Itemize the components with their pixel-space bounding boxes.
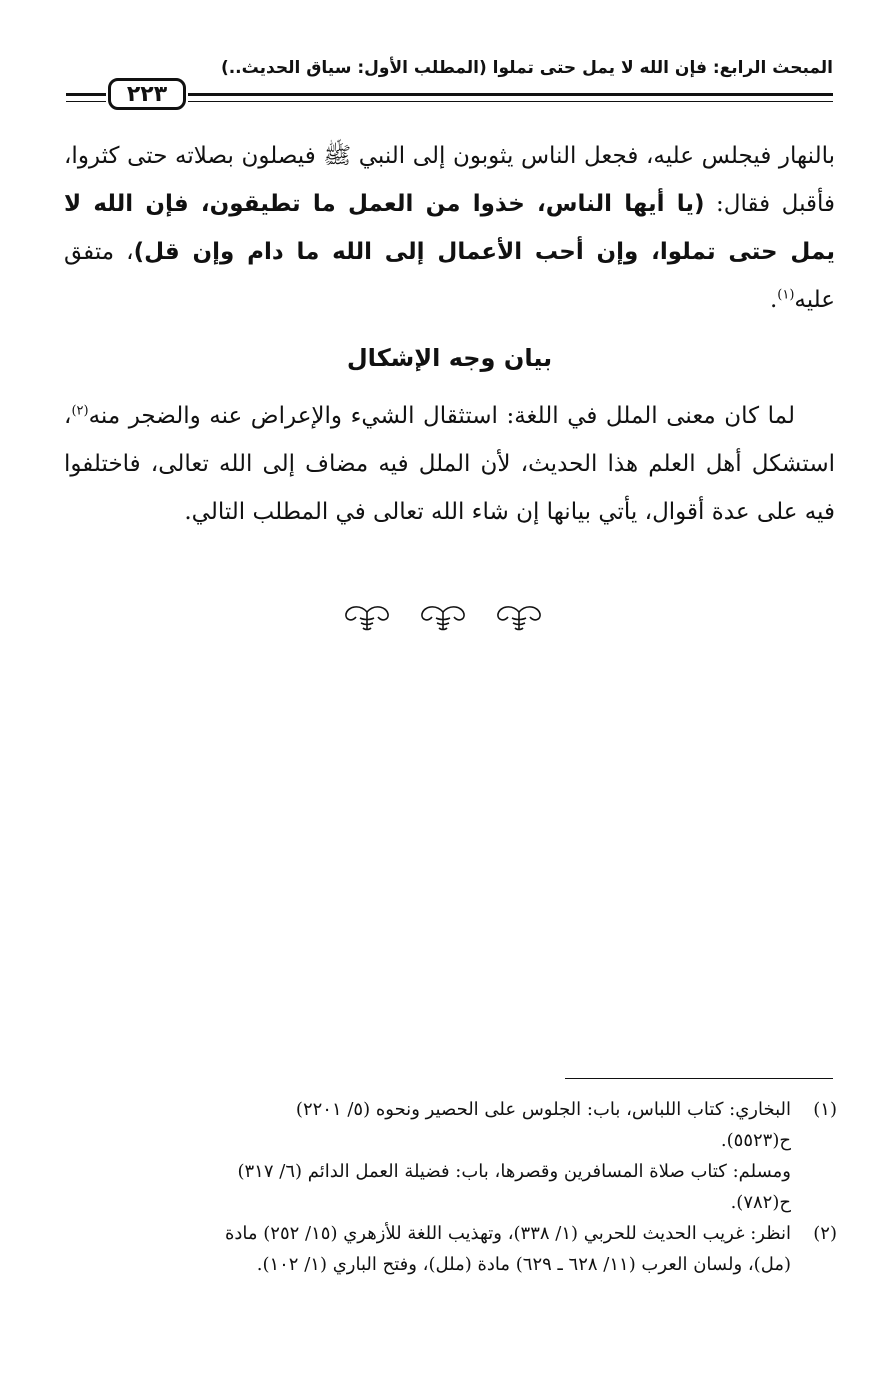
ornament-icon bbox=[494, 602, 544, 636]
footnote-text-cont: ح(٧٨٢). bbox=[730, 1192, 791, 1213]
footnote-text-cont: ومسلم: كتاب صلاة المسافرين وقصرها، باب: فضيلة العمل الدائم (٦/ ٣١٧) bbox=[237, 1161, 791, 1182]
page-number: ٢٢٣ bbox=[108, 78, 186, 110]
body-text-start: بالنهار فيجلس عليه، فجعل الناس يثوبون إلى النبي ﷺ فيصلون بصلاته حتى كثروا، فأقبل فقال: bbox=[64, 143, 836, 217]
body-text-cont: ، متفق عليه bbox=[64, 239, 835, 313]
header-rule-short bbox=[66, 93, 106, 102]
footnote-ref-1: (١) bbox=[777, 287, 795, 303]
footnote-ref-2: (٢) bbox=[71, 403, 89, 419]
footnote-separator bbox=[565, 1078, 833, 1079]
footnote-2 bbox=[66, 1218, 837, 1249]
ornament-icon bbox=[418, 602, 468, 636]
footnote-1 bbox=[66, 1094, 837, 1125]
section-text-end: ، استشكل أهل العلم هذا الحديث، لأن الملل فيه مضاف إلى الله تعالى، فاختلفوا فيه على عدة أقوال، يأتي بيانها إن شاء الله تعالى في المطلب التالي. bbox=[64, 403, 835, 525]
footnote-text-cont: ح(٥٥٢٣). bbox=[720, 1130, 791, 1151]
footnote-number: (٢) bbox=[813, 1223, 837, 1244]
body-text-end: . bbox=[769, 287, 778, 313]
ornament-icon bbox=[342, 602, 392, 636]
footnote-number: (١) bbox=[813, 1099, 837, 1120]
running-header-title: المبحث الرابع: فإن الله لا يمل حتى تملوا (المطلب الأول: سياق الحديث..) bbox=[220, 58, 833, 78]
section-text-start: لما كان معنى الملل في اللغة: استثقال الشيء والإعراض عنه والضجر منه bbox=[88, 403, 795, 429]
header-rule bbox=[188, 93, 833, 102]
footnotes bbox=[66, 1094, 837, 1280]
section-end-ornaments bbox=[0, 602, 885, 642]
section-paragraph bbox=[64, 392, 835, 536]
footnote-text-cont: (مل)، ولسان العرب (١١/ ٦٢٨ ـ ٦٢٩) مادة (ملل)، وفتح الباري (١/ ١٠٢). bbox=[256, 1254, 791, 1275]
footnote-text: البخاري: كتاب اللباس، باب: الجلوس على الحصير ونحوه (٥/ ٢٢٠١) bbox=[295, 1099, 791, 1120]
footnote-text: انظر: غريب الحديث للحربي (١/ ٣٣٨)، وتهذيب اللغة للأزهري (١٥/ ٢٥٢) مادة bbox=[224, 1223, 791, 1244]
body-paragraph bbox=[64, 132, 835, 324]
hadith-quote: (يا أيها الناس، خذوا من العمل ما تطيقون، فإن الله لا يمل حتى تملوا، وإن أحب الأعمال إلى الله ما دام وإن قل) bbox=[64, 191, 836, 265]
section-heading: بيان وجه الإشكال bbox=[346, 344, 553, 372]
